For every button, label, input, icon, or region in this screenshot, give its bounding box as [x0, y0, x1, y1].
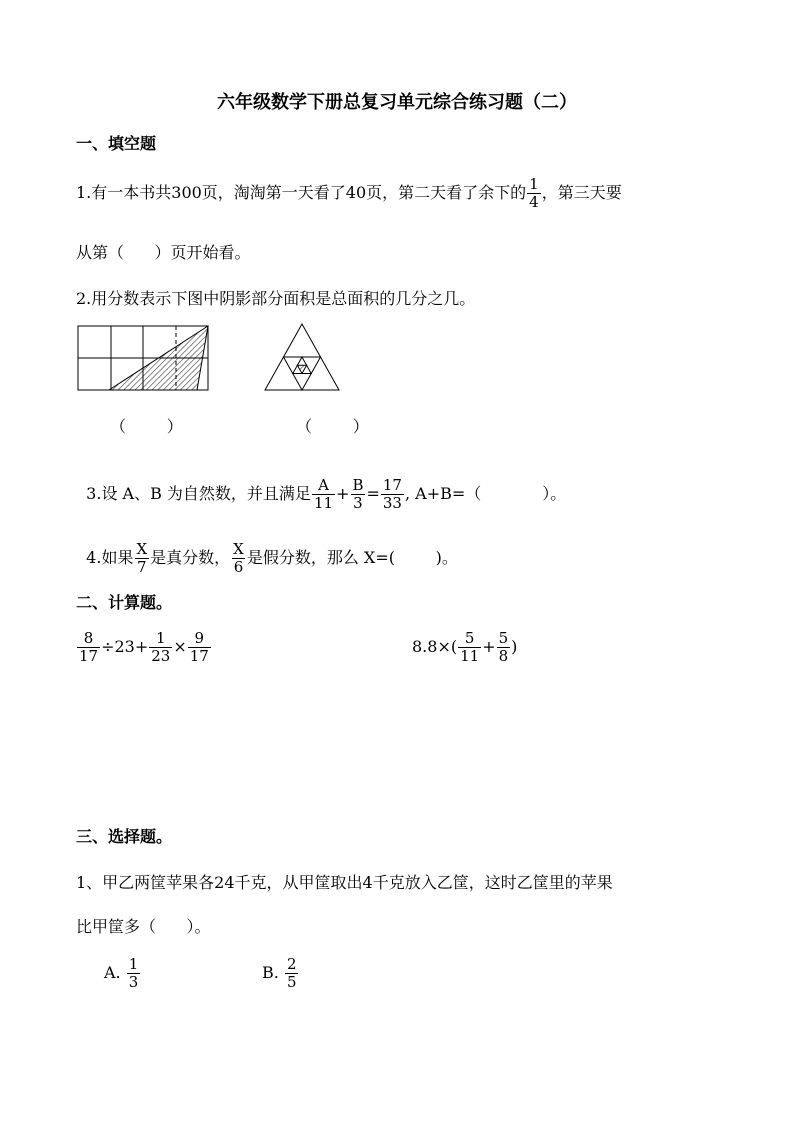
expr1-frac3-num: 9: [194, 629, 205, 647]
q4-frac1-den: 7: [137, 558, 147, 576]
q4-frac2: [231, 541, 246, 576]
q1-fraction: [527, 176, 541, 211]
q4-mid: 是真分数，: [150, 548, 231, 567]
s3-q1-line1: 1、甲乙两筐苹果各24千克，从甲筐取出4千克放入乙筐，这时乙筐里的苹果: [76, 873, 613, 892]
expr1-frac1: [77, 630, 100, 665]
q3-frac3: [381, 477, 404, 512]
option-a: [104, 956, 141, 991]
expr2-suffix: ): [511, 637, 518, 656]
expr2-prefix: 8.8×(: [412, 637, 458, 656]
q4-frac2-num: X: [233, 540, 244, 558]
calc-expr1: [76, 630, 212, 665]
q1-frac-den: 4: [529, 193, 539, 211]
expr1-op2: ×: [173, 637, 187, 656]
expr1-frac1-den: 17: [79, 647, 99, 665]
expr1-op1: ÷23+: [101, 637, 149, 656]
option-a-label: A.: [104, 963, 121, 982]
q4-line: [76, 522, 458, 576]
section2-heading: 二、计算题。: [76, 593, 173, 612]
expr1-frac1-num: 8: [83, 629, 94, 647]
q1-line1: [76, 176, 622, 211]
expr2-frac1: [458, 630, 481, 665]
q4-frac1-num: X: [136, 540, 148, 558]
q3-line: [76, 458, 566, 512]
option-b-label: B.: [262, 963, 279, 982]
shaded-small-triangle: [297, 365, 306, 373]
expr1-frac2: [149, 630, 172, 665]
q1-text-a: 1.有一本书共300页，淘淘第一天看了40页，第二天看了余下的: [76, 183, 527, 202]
q3-frac2-num: B: [352, 476, 364, 494]
expr1-frac2-den: 23: [151, 647, 171, 665]
page-title: 六年级数学下册总复习单元综合练习题（二）: [217, 92, 577, 113]
grid-figure: [76, 324, 212, 394]
q2-text: 2.用分数表示下图中阴影部分面积是总面积的几分之几。: [76, 289, 476, 308]
option-b-fraction: [285, 956, 299, 991]
expr2-frac2-den: 8: [498, 647, 509, 665]
expr1-frac2-num: 1: [156, 629, 166, 647]
expr2-frac2: [497, 630, 511, 665]
q3-frac3-num: 17: [382, 476, 402, 494]
q3-eq: =: [366, 484, 380, 503]
q3-frac3-den: 33: [382, 494, 402, 512]
q4-frac2-den: 6: [233, 558, 244, 576]
section3-heading: 三、选择题。: [76, 827, 173, 846]
expr2-frac1-den: 11: [460, 647, 480, 665]
option-a-num: 1: [128, 955, 139, 973]
option-b-num: 2: [286, 955, 297, 973]
expr2-frac2-num: 5: [498, 629, 509, 647]
triangle-figure: [262, 322, 342, 394]
q1-frac-num: 1: [529, 175, 539, 193]
q2-blank2: （ ）: [296, 417, 369, 436]
q3-prefix: 3.设 A、B 为自然数，并且满足: [86, 484, 311, 503]
expr2-plus: +: [482, 637, 496, 656]
q1-line2: 从第（ ）页开始看。: [76, 243, 251, 262]
q4-frac1: [134, 541, 149, 576]
q3-frac1-den: 11: [313, 494, 334, 512]
expr1-frac3: [188, 630, 211, 665]
q4-prefix: 4.如果: [86, 548, 134, 567]
q3-frac2-den: 3: [353, 494, 363, 512]
q4-suffix: 是假分数，那么 X=( )。: [246, 548, 458, 567]
s3-q1-line2: 比甲筐多（ ）。: [76, 917, 211, 936]
expr1-frac3-den: 17: [189, 647, 209, 665]
option-a-den: 3: [128, 973, 139, 991]
option-b: [262, 956, 299, 991]
q2-blank1: （ ）: [110, 417, 183, 436]
q3-frac2: [350, 477, 365, 512]
q1-text-b: ，第三天要: [541, 183, 622, 202]
option-a-fraction: [127, 956, 141, 991]
expr2-frac1-num: 5: [464, 629, 475, 647]
q3-plus: +: [336, 484, 350, 503]
q3-frac1-num: A: [318, 476, 329, 494]
q3-suffix: , A+B=（ ）。: [404, 484, 567, 503]
q3-frac1: [312, 477, 335, 512]
section1-heading: 一、填空题: [76, 134, 157, 153]
option-b-den: 5: [286, 973, 297, 991]
calc-expr2: [412, 630, 517, 665]
